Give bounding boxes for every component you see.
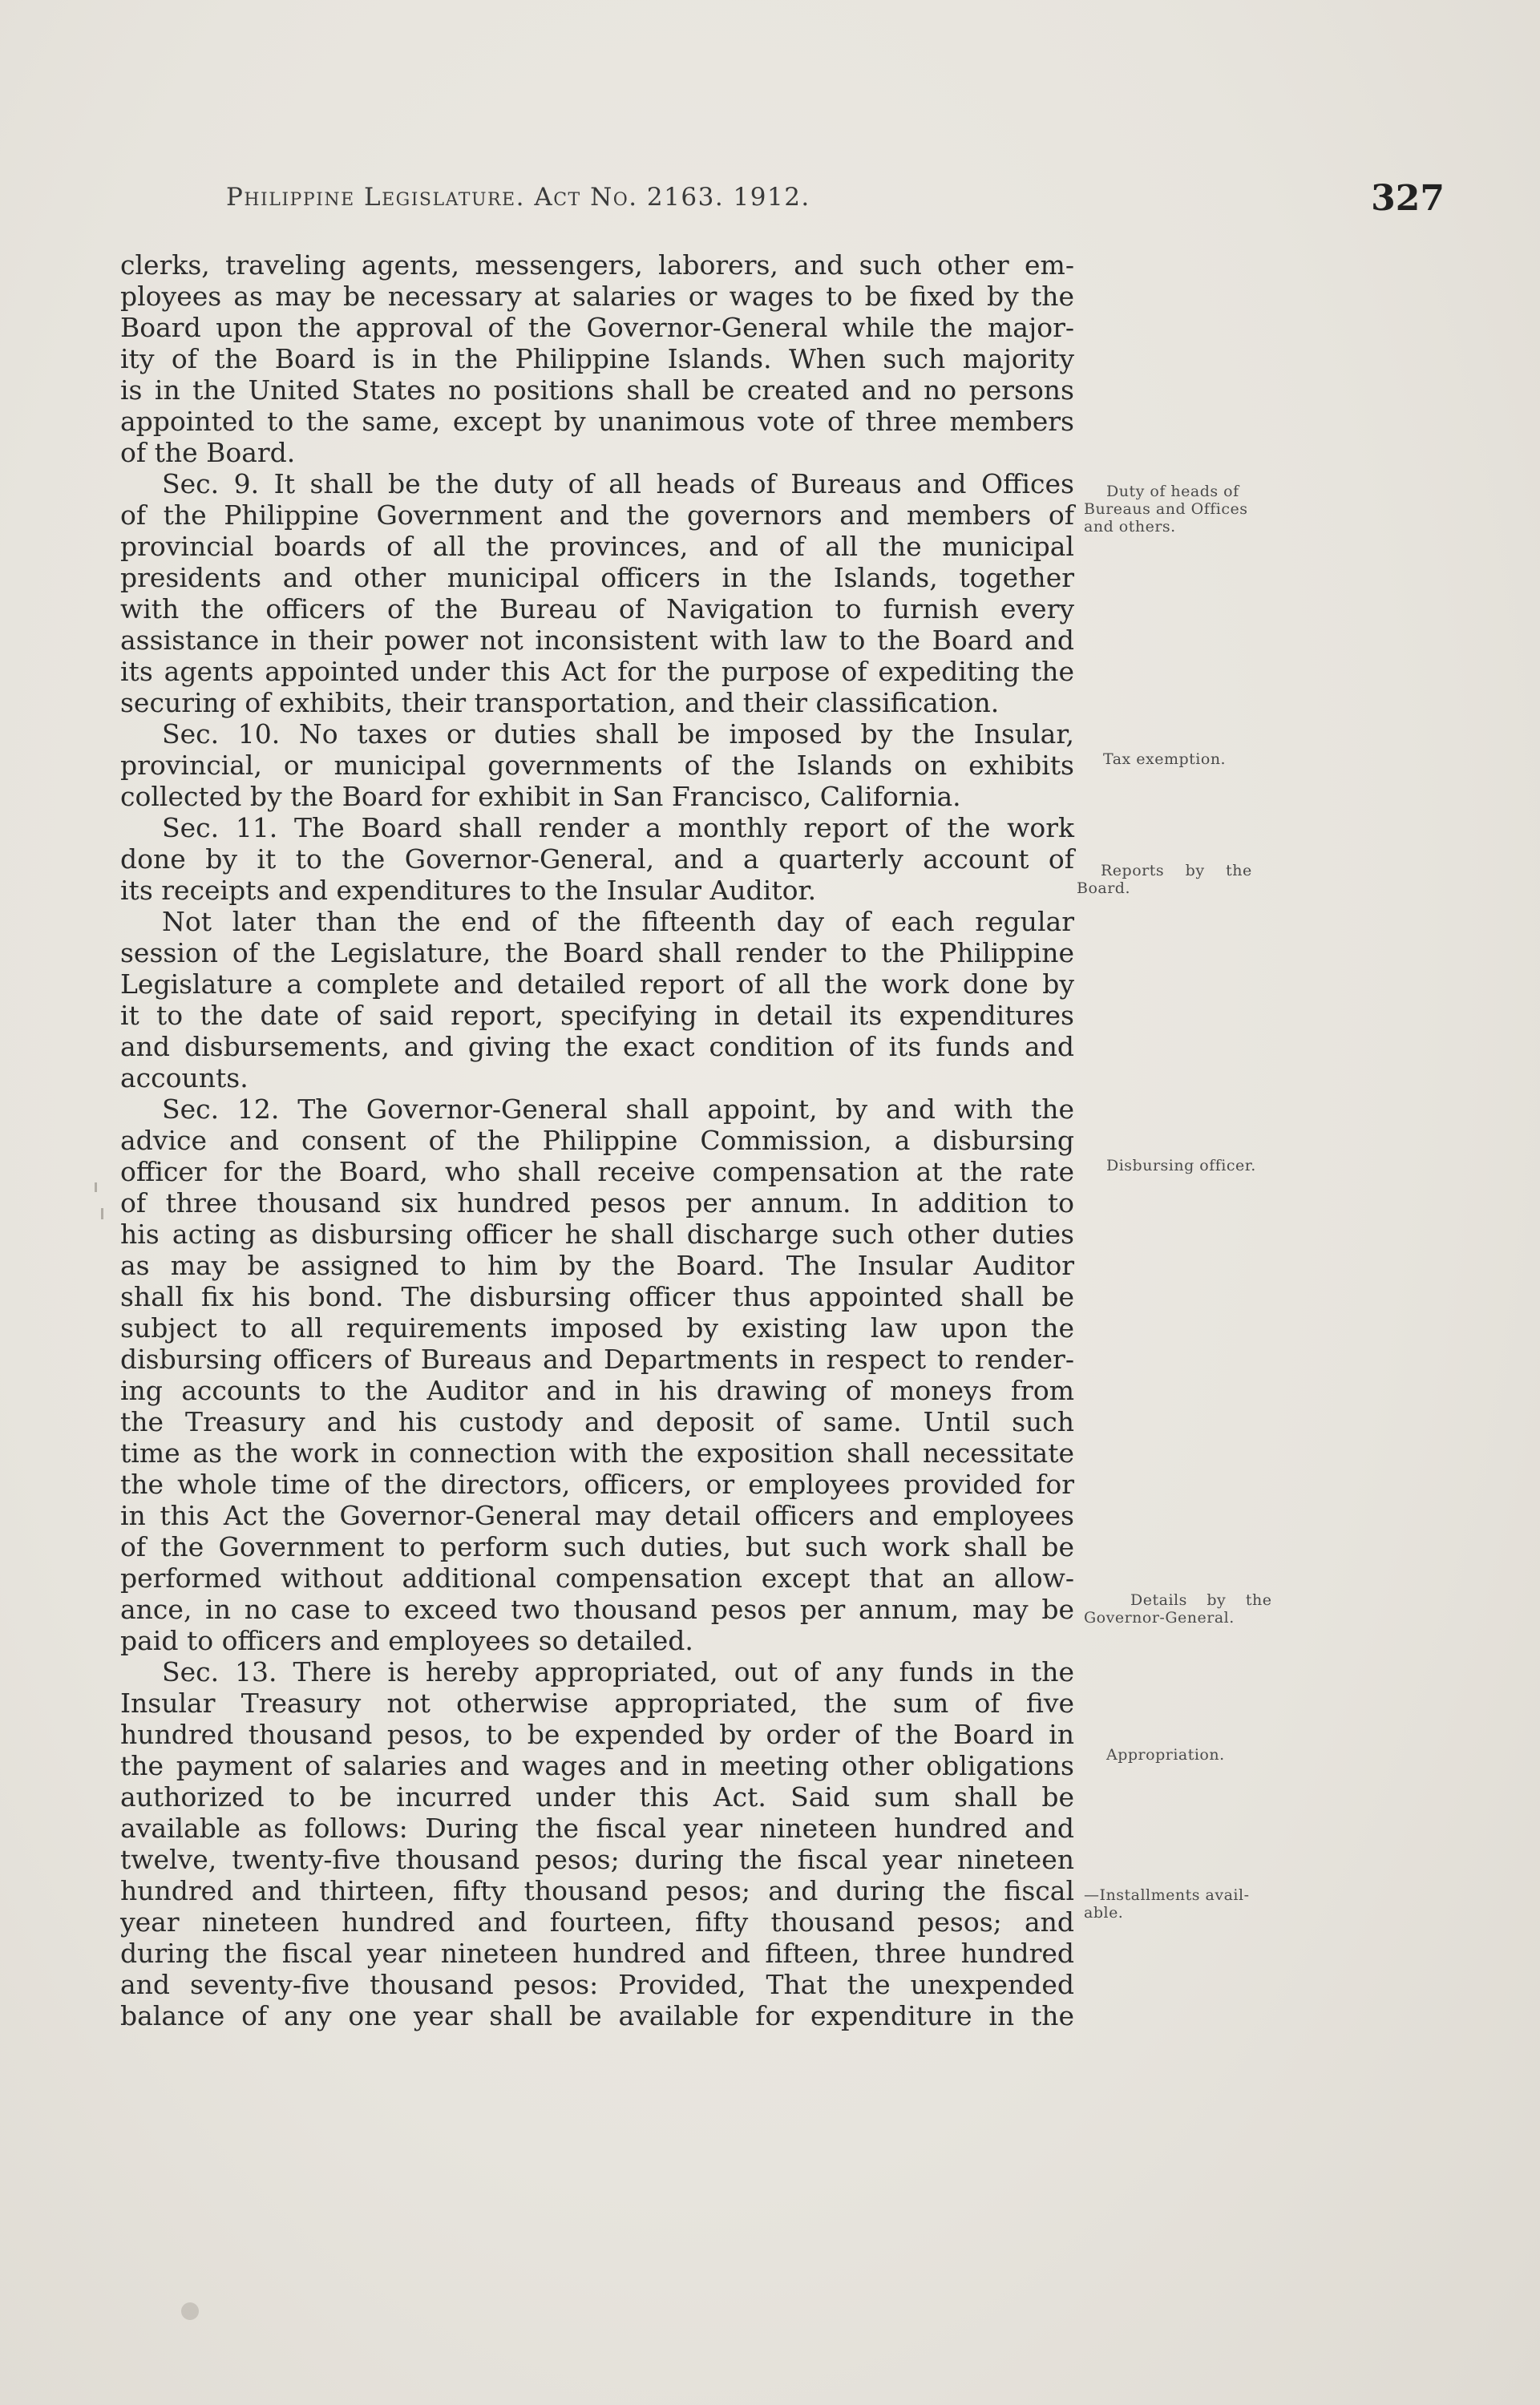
- text-line: during the fiscal year nineteen hundred and fifteen, three hundred: [120, 1938, 1074, 1969]
- body-text: [120, 249, 1074, 2031]
- text-line: year nineteen hundred and fourteen, fifty thousand pesos; and: [120, 1906, 1074, 1938]
- text-line: session of the Legislature, the Board shall render to the Philippine: [120, 937, 1074, 968]
- margin-note-line: and others.: [1084, 518, 1176, 536]
- text-line: ity of the Board is in the Philippine Islands. When such majority: [120, 343, 1074, 374]
- text-line: Sec. 12. The Governor-General shall appoint, by and with the: [162, 1093, 1074, 1125]
- text-line: with the officers of the Bureau of Navigation to furnish every: [120, 593, 1074, 624]
- text-line: performed without additional compensation except that an allow-: [120, 1562, 1074, 1594]
- text-line: its agents appointed under this Act for the purpose of expediting the: [120, 656, 1074, 687]
- ink-smudge: [181, 2302, 199, 2320]
- text-line: Legislature a complete and detailed report of all the work done by: [120, 968, 1074, 1000]
- margin-note-tax: Tax exemption.: [1103, 750, 1227, 768]
- text-line: is in the United States no positions shall be created and no persons: [120, 374, 1074, 406]
- text-line: Sec. 13. There is hereby appropriated, out of any funds in the: [162, 1656, 1074, 1688]
- margin-note-line: Duty of heads of: [1106, 483, 1239, 500]
- text-line: the whole time of the directors, officers, or employees provided for: [120, 1469, 1074, 1500]
- text-line: it to the date of said report, specifying in detail its expenditures: [120, 1000, 1074, 1031]
- text-line: advice and consent of the Philippine Commission, a disbursing: [120, 1125, 1074, 1156]
- text-line: and disbursements, and giving the exact condition of its funds and: [120, 1031, 1074, 1062]
- margin-note-line: Board.: [1077, 879, 1131, 897]
- running-head: Philippine Legislature. Act No. 2163. 1912.: [226, 183, 810, 212]
- scan-mark: [101, 1208, 103, 1219]
- text-line: the payment of salaries and wages and in meeting other obligations: [120, 1750, 1074, 1781]
- text-line: balance of any one year shall be available for expenditure in the: [120, 2000, 1074, 2031]
- text-line: time as the work in connection with the exposition shall necessitate: [120, 1437, 1074, 1469]
- margin-note-appropriation: Appropriation.: [1106, 1746, 1225, 1764]
- text-line: provincial, or municipal governments of the Islands on exhibits: [120, 750, 1074, 781]
- text-line: ing accounts to the Auditor and in his drawing of moneys from: [120, 1375, 1074, 1406]
- margin-note-disbursing: Disbursing officer.: [1106, 1157, 1256, 1174]
- text-line: securing of exhibits, their transportation, and their classification.: [120, 687, 1000, 718]
- margin-note-line: Details by the: [1130, 1591, 1272, 1609]
- text-line: the Treasury and his custody and deposit of same. Until such: [120, 1406, 1074, 1437]
- text-line: his acting as disbursing officer he shall discharge such other duties: [120, 1219, 1074, 1250]
- text-line: done by it to the Governor-General, and a quarterly account of: [120, 843, 1074, 875]
- margin-note-reports: [1077, 862, 1252, 897]
- margin-note-line: —Installments avail-: [1084, 1886, 1250, 1904]
- text-line: paid to officers and employees so detailed.: [120, 1625, 693, 1656]
- text-line: of the Philippine Government and the governors and members of: [120, 499, 1074, 531]
- text-line: hundred thousand pesos, to be expended by order of the Board in: [120, 1719, 1074, 1750]
- text-line: Sec. 10. No taxes or duties shall be imposed by the Insular,: [162, 718, 1074, 750]
- text-line: as may be assigned to him by the Board. The Insular Auditor: [120, 1250, 1074, 1281]
- text-line: shall fix his bond. The disbursing officer thus appointed shall be: [120, 1281, 1074, 1312]
- text-line: in this Act the Governor-General may detail officers and employees: [120, 1500, 1074, 1531]
- margin-note-line: Bureaus and Offices: [1084, 500, 1248, 518]
- margin-note-line: able.: [1084, 1904, 1124, 1922]
- text-line: authorized to be incurred under this Act. Said sum shall be: [120, 1781, 1074, 1813]
- text-line: twelve, twenty-five thousand pesos; during the fiscal year nineteen: [120, 1844, 1074, 1875]
- text-line: Sec. 9. It shall be the duty of all heads of Bureaus and Offices: [162, 468, 1074, 499]
- page-number: 327: [1371, 178, 1445, 219]
- margin-note-line: Reports by the: [1101, 862, 1252, 879]
- text-line: available as follows: During the fiscal year nineteen hundred and: [120, 1813, 1074, 1844]
- margin-note-duty: [1084, 483, 1248, 536]
- text-line: officer for the Board, who shall receive compensation at the rate: [120, 1156, 1074, 1187]
- text-line: provincial boards of all the provinces, and of all the municipal: [120, 531, 1074, 562]
- margin-note-line: Governor-General.: [1084, 1609, 1235, 1627]
- text-line: ance, in no case to exceed two thousand pesos per annum, may be: [120, 1594, 1074, 1625]
- text-line: ployees as may be necessary at salaries or wages to be fixed by the: [120, 281, 1074, 312]
- text-line: of the Board.: [120, 437, 296, 468]
- text-line: Not later than the end of the fifteenth day of each regular: [162, 906, 1074, 937]
- text-line: collected by the Board for exhibit in San Francisco, California.: [120, 781, 961, 812]
- text-line: of the Government to perform such duties, but such work shall be: [120, 1531, 1074, 1562]
- text-line: disbursing officers of Bureaus and Departments in respect to render-: [120, 1344, 1074, 1375]
- text-line: clerks, traveling agents, messengers, laborers, and such other em-: [120, 249, 1074, 281]
- text-line: and seventy-five thousand pesos: Provided, That the unexpended: [120, 1969, 1074, 2000]
- text-line: Insular Treasury not otherwise appropriated, the sum of five: [120, 1688, 1074, 1719]
- text-line: appointed to the same, except by unanimous vote of three members: [120, 406, 1074, 437]
- text-line: accounts.: [120, 1062, 249, 1093]
- text-line: Sec. 11. The Board shall render a monthly report of the work: [162, 812, 1074, 843]
- text-line: presidents and other municipal officers in the Islands, together: [120, 562, 1074, 593]
- text-line: subject to all requirements imposed by existing law upon the: [120, 1312, 1074, 1344]
- scan-mark: [95, 1182, 97, 1192]
- text-line: assistance in their power not inconsistent with law to the Board and: [120, 624, 1074, 656]
- text-line: of three thousand six hundred pesos per annum. In addition to: [120, 1187, 1074, 1219]
- text-line: hundred and thirteen, fifty thousand pesos; and during the fiscal: [120, 1875, 1074, 1906]
- page-header: [226, 178, 1445, 226]
- margin-note-installments: [1084, 1886, 1250, 1922]
- text-line: its receipts and expenditures to the Insular Auditor.: [120, 875, 817, 906]
- text-line: Board upon the approval of the Governor-General while the major-: [120, 312, 1074, 343]
- margin-note-details: [1084, 1591, 1271, 1627]
